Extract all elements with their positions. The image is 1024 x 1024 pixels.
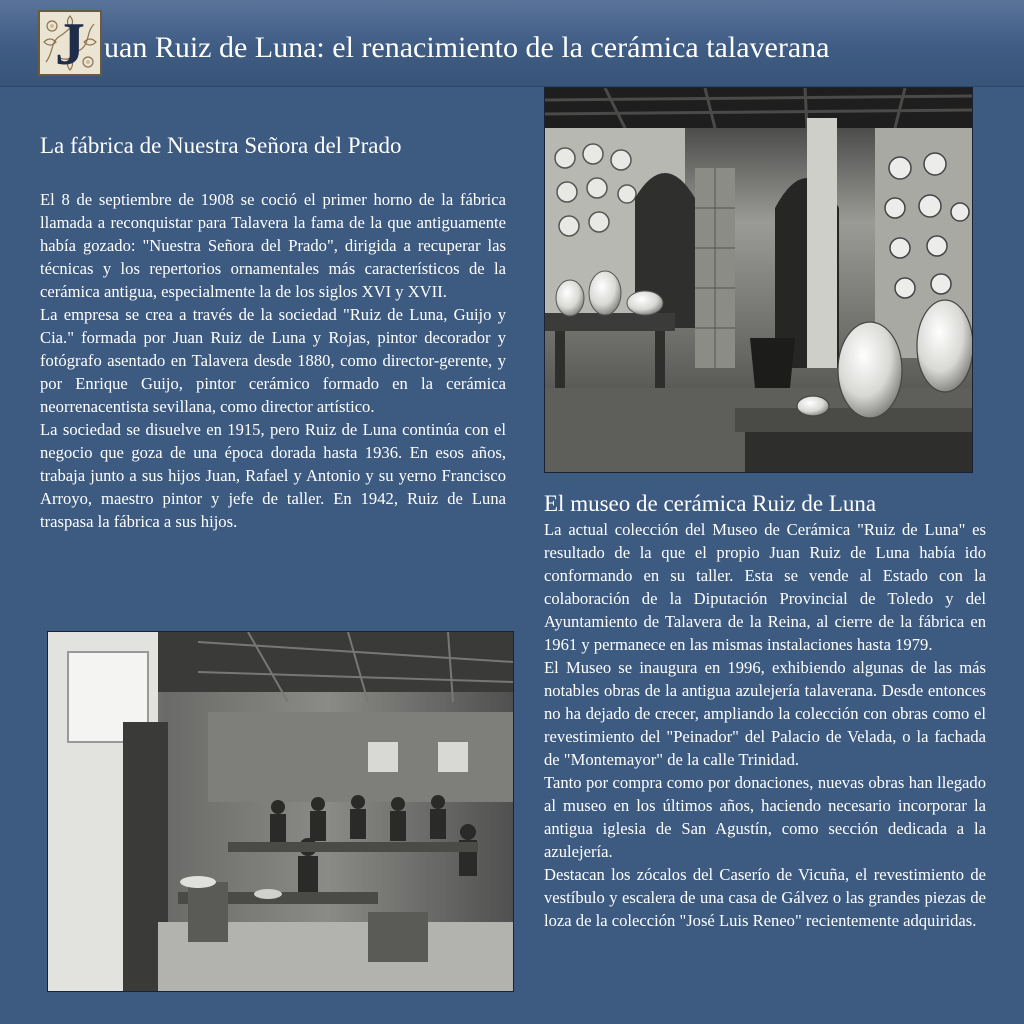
ornamental-drop-cap xyxy=(38,10,102,76)
paragraph: El Museo se inaugura en 1996, exhibiendo algunas de las más notables obras de la antigua azulejería talaverana. Desde entonces no ha dejado de crecer, ampliando la colección con obras como el revestimiento del "Peinador" del Palacio de Velada, o la fachada de "Montemayor" de la calle Trinidad. xyxy=(544,658,986,769)
drop-cap-letter: J xyxy=(55,11,85,77)
section-body-fabrica xyxy=(40,188,506,533)
paragraph: El 8 de septiembre de 1908 se coció el primer horno de la fábrica llamada a reconquistar para Talavera la fama de la que antiguamente había gozado: "Nuestra Señora del Prado", dirigida a recuperar las técnicas y los repertorios ornamentales más característicos de la cerámica antigua, especialmente la de los siglos XVI y XVII. xyxy=(40,190,506,301)
title-banner xyxy=(0,0,1024,87)
section-title-fabrica: La fábrica de Nuestra Señora del Prado xyxy=(40,133,402,158)
photo-factory-workshop xyxy=(47,631,514,992)
page-title: uan Ruiz de Luna: el renacimiento de la cerámica talaverana xyxy=(104,31,830,64)
paragraph: Tanto por compra como por donaciones, nuevas obras han llegado al museo en los últimos años, haciendo necesario incorporar la antigua iglesia de San Agustín, como sección dedicada a la azulejería. xyxy=(544,773,986,861)
paragraph: La sociedad se disuelve en 1915, pero Ruiz de Luna continúa con el negocio que goza de una época dorada hasta 1936. En esos años, trabaja junto a sus hijos Juan, Rafael y Antonio y su yerno Francisco Arroyo, maestro pintor y jefe de taller. En 1942, Ruiz de Luna traspasa la fábrica a sus hijos. xyxy=(40,420,506,531)
section-body-museo xyxy=(544,518,986,932)
photo-ceramics-showroom xyxy=(544,87,973,473)
paragraph: La actual colección del Museo de Cerámica "Ruiz de Luna" es resultado de la que el propio Juan Ruiz de Luna había ido conformando en su taller. Esta se vende al Estado con la colaboración de la Diputación Provincial de Toledo y del Ayuntamiento de Talavera de la Reina, al cierre de la fábrica en 1961 y permanece en las mismas instalaciones hasta 1979. xyxy=(544,520,986,654)
paragraph: Destacan los zócalos del Caserío de Vicuña, el revestimiento de vestíbulo y escalera de una casa de Gálvez o las grandes piezas de loza de la colección "José Luis Reneo" recientemente adquiridas. xyxy=(544,865,986,930)
paragraph: La empresa se crea a través de la sociedad "Ruiz de Luna, Guijo y Cia." formada por Juan Ruiz de Luna y Rojas, pintor decorador y fotógrafo asentado en Talavera desde 1880, como director-gerente, y por Enrique Guijo, pintor cerámico formado en la cerámica neorrenacentista sevillana, como director artístico. xyxy=(40,305,506,416)
section-title-museo: El museo de cerámica Ruiz de Luna xyxy=(544,491,877,516)
